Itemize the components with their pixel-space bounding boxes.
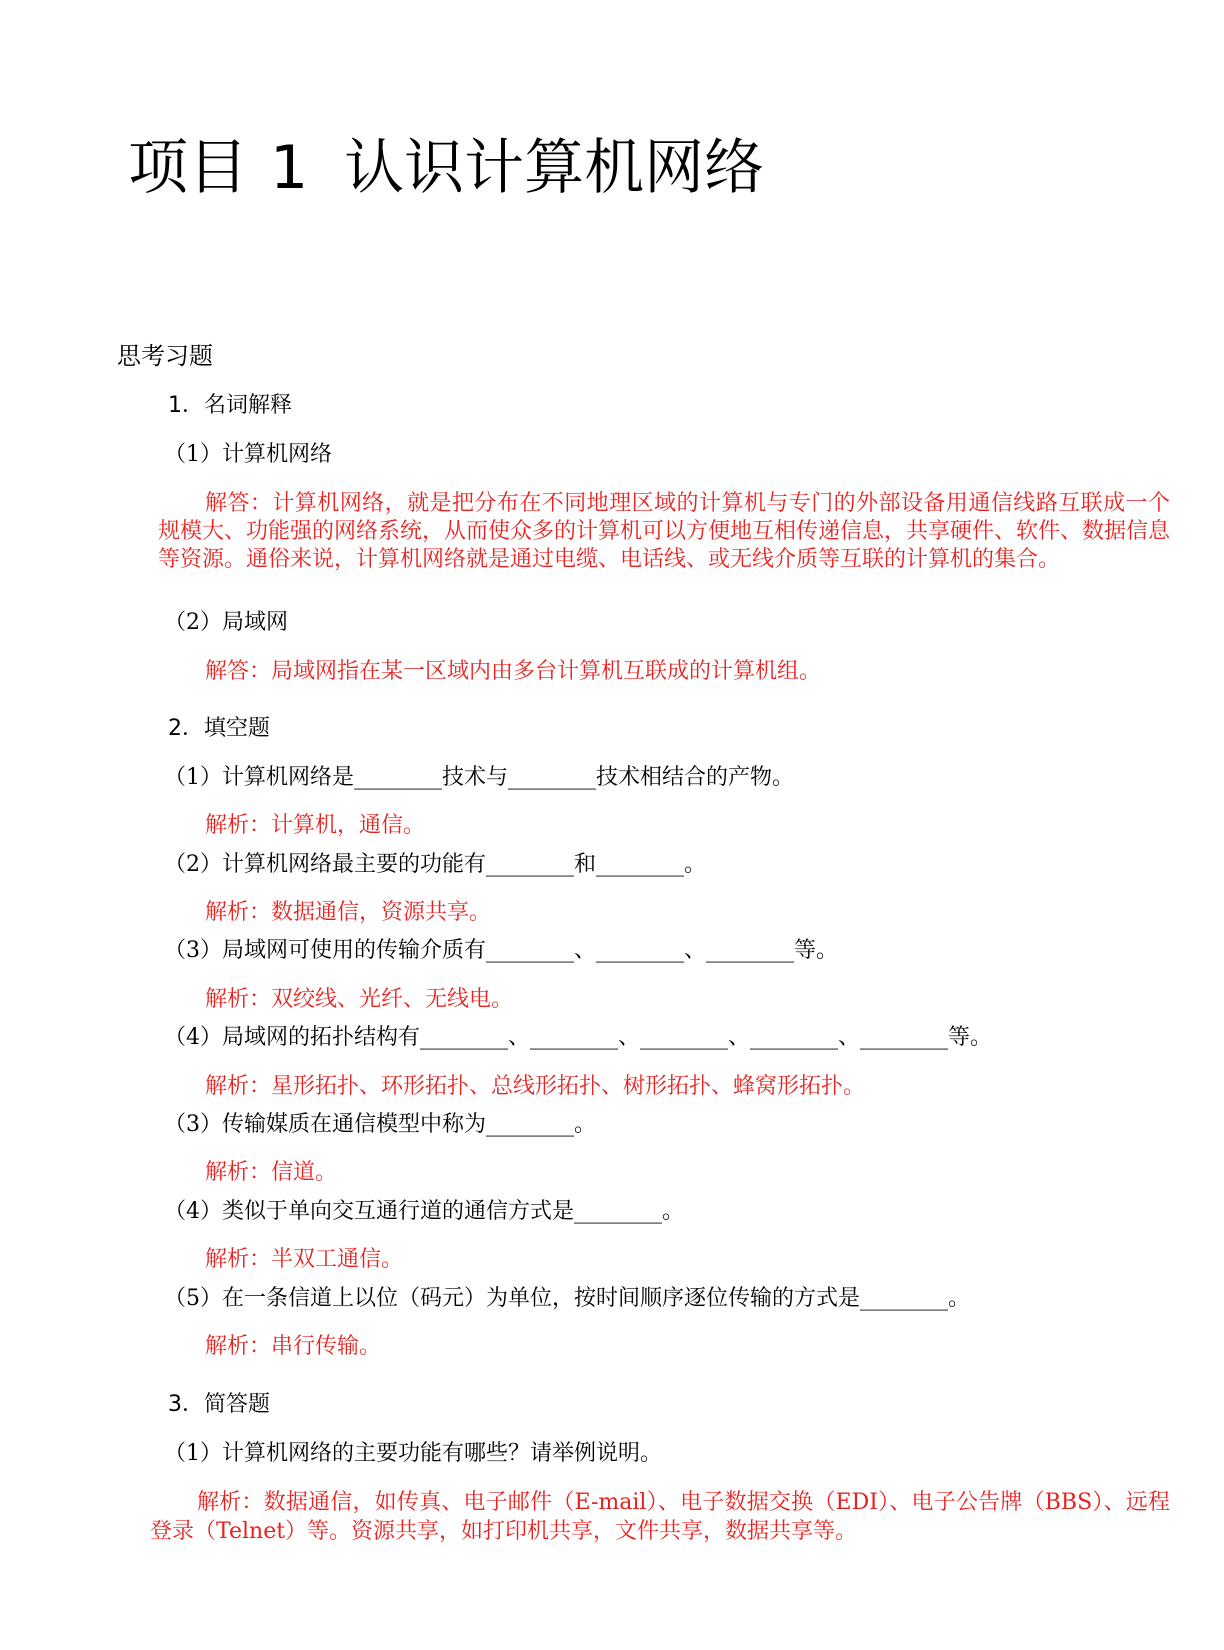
question-terms-1: （1）计算机网络 <box>164 442 332 467</box>
question-fill-1: （1）计算机网络是________技术与________技术相结合的产物。 <box>164 765 794 790</box>
answer-fill-3: 解析：双绞线、光纤、无线电。 <box>205 987 514 1012</box>
answer-terms-2: 解答：局域网指在某一区域内由多台计算机互联成的计算机组。 <box>205 659 822 684</box>
answer-fill-7: 解析：串行传输。 <box>205 1334 382 1359</box>
heading-terms: 1．名词解释 <box>168 393 292 418</box>
heading-short-answer: 3．简答题 <box>168 1392 270 1417</box>
section-title: 思考习题 <box>117 342 213 370</box>
question-fill-6: （4）类似于单向交互通行道的通信方式是________。 <box>164 1199 684 1224</box>
question-fill-4: （4）局域网的拓扑结构有________、________、________、________、________等。 <box>164 1025 992 1050</box>
answer-fill-1: 解析：计算机，通信。 <box>205 813 426 838</box>
question-terms-2: （2）局域网 <box>164 610 288 635</box>
heading-fill-blank: 2．填空题 <box>168 716 270 741</box>
title-text: 认识计算机网络 <box>344 133 765 203</box>
title-prefix: 项目 <box>128 133 248 203</box>
answer-fill-2: 解析：数据通信，资源共享。 <box>205 900 492 925</box>
title-number: 1 <box>270 133 309 203</box>
question-short-1: （1）计算机网络的主要功能有哪些？请举例说明。 <box>164 1441 662 1466</box>
question-fill-3: （3）局域网可使用的传输介质有________、________、________等。 <box>164 938 838 963</box>
answer-fill-4: 解析：星形拓扑、环形拓扑、总线形拓扑、树形拓扑、蜂窝形拓扑。 <box>205 1074 866 1099</box>
answer-short-1: 解析：数据通信，如传真、电子邮件（E-mail）、电子数据交换（EDI）、电子公告牌（BBS）、远程登录（Telnet）等。资源共享，如打印机共享，文件共享，数据共享等。 <box>150 1490 1170 1544</box>
question-fill-2: （2）计算机网络最主要的功能有________和________。 <box>164 852 706 877</box>
answer-fill-5: 解析：信道。 <box>205 1160 338 1185</box>
question-fill-7: （5）在一条信道上以位（码元）为单位，按时间顺序逐位传输的方式是________。 <box>164 1286 970 1311</box>
answer-fill-6: 解析：半双工通信。 <box>205 1247 404 1272</box>
answer-terms-1: 解答：计算机网络，就是把分布在不同地理区域的计算机与专门的外部设备用通信线路互联成一个规模大、功能强的网络系统，从而使众多的计算机可以方便地互相传递信息，共享硬件、软件、数据信息等资源。通俗来说，计算机网络就是通过电缆、电话线、或无线介质等互联的计算机的集合。 <box>158 491 1171 572</box>
page-title <box>128 128 764 208</box>
question-fill-5: （3）传输媒质在通信模型中称为________。 <box>164 1112 596 1137</box>
